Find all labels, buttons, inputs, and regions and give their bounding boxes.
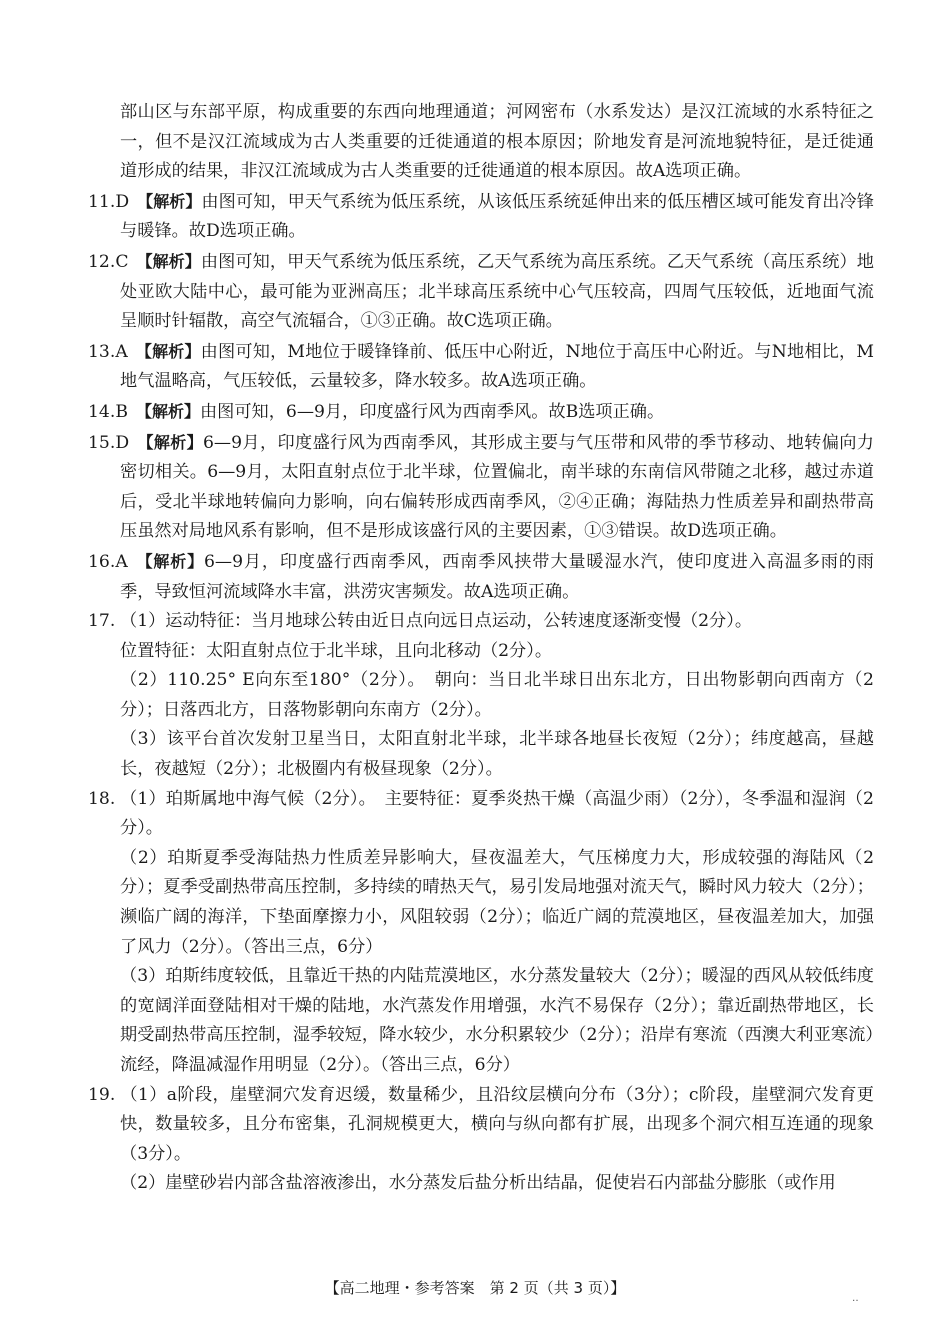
- answer-19-part2: （2）崖壁砂岩内部含盐溶液渗出，水分蒸发后盐分析出结晶，促使岩石内部盐分膨胀（或作用: [120, 1173, 836, 1194]
- answer-17-part2: （2）110.25° E向东至180°（2分）。 朝向：当日北半球日出东北方，日出物影朝向西南方（2分）；日落西北方，日落物影朝向东南方（2分）。: [120, 670, 874, 720]
- answer-18-part1: [88, 785, 874, 844]
- answer-text: 由图可知，6—9月，印度盛行风为西南季风。故B选项正确。: [199, 401, 665, 422]
- answer-text: 由图可知，甲天气系统为低压系统，从该低压系统延伸出来的低压槽区域可能发育出冷锋与暖锋。故D选项正确。: [120, 191, 874, 242]
- answer-text: 由图可知，甲天气系统为低压系统，乙天气系统为高压系统。乙天气系统（高压系统）地处亚欧大陆中心，最可能为亚洲高压；北半球高压系统中心气压较高，四周气压较低，近地面气流呈顺时针辐散，高空气流辐合，①③正确。故C选项正确。: [120, 251, 874, 332]
- question-number: 14.B: [88, 401, 128, 422]
- answer-16: [88, 547, 874, 607]
- answer-text: 6—9月，印度盛行西南季风，西南季风挟带大量暖湿水汽，使印度进入高温多雨的雨季，导致恒河流域降水丰富，洪涝灾害频发。故A选项正确。: [120, 551, 874, 602]
- analysis-tag: 【解析】: [136, 251, 201, 271]
- analysis-tag: 【解析】: [135, 341, 201, 361]
- question-number: 19.: [88, 1084, 116, 1105]
- question-number: 12.C: [88, 251, 129, 272]
- q10-continuation: 部山区与东部平原，构成重要的东西向地理通道；河网密布（水系发达）是汉江流域的水系特征之一，但不是汉江流域成为古人类重要的迁徙通道的根本原因；阶地发育是河流地貌特征，是迁徙通道形成的结果，非汉江流域成为古人类重要的迁徙通道的根本原因。故A选项正确。: [120, 102, 874, 182]
- answer-content: [88, 98, 874, 1199]
- answer-text: （1）运动特征：当月地球公转由近日点向远日点运动，公转速度逐渐变慢（2分）。: [120, 611, 753, 632]
- answer-17-part3: （3）该平台首次发射卫星当日，太阳直射北半球，北半球各地昼长夜短（2分）；纬度越高，昼越长，夜越短（2分）；北极圈内有极昼现象（2分）。: [120, 729, 874, 780]
- answer-15: [88, 428, 874, 547]
- answer-17-position: 位置特征：太阳直射点位于北半球，且向北移动（2分）。: [120, 640, 553, 661]
- answer-19-part1: [88, 1081, 874, 1170]
- question-number: 16.A: [88, 551, 128, 572]
- question-number: 17.: [88, 611, 116, 632]
- analysis-tag: 【解析】: [137, 432, 203, 452]
- answer-18-part2: （2）珀斯夏季受海陆热力性质差异影响大，昼夜温差大，气压梯度力大，形成较强的海陆风（2分）；夏季受副热带高压控制，多持续的晴热天气，易引发局地强对流天气，瞬时风力较大（2分）；濒临广阔的海洋，下垫面摩擦力小，风阻较弱（2分）；临近广阔的荒漠地区，昼夜温差加大，加强了风力（2分）。（答出三点，6分）: [120, 847, 874, 957]
- question-number: 11.D: [88, 191, 130, 212]
- question-number: 18.: [88, 788, 116, 809]
- answer-text: 6—9月，印度盛行风为西南季风，其形成主要与气压带和风带的季节移动、地转偏向力密切相关。6—9月，太阳直射点位于北半球，位置偏北，南半球的东南信风带随之北移，越过赤道后，受北半球地转偏向力影响，向右偏转形成西南季风，②④正确；海陆热力性质差异和副热带高压虽然对局地风系有影响，但不是形成该盛行风的主要因素，①③错误。故D选项正确。: [120, 432, 874, 542]
- answer-11: [88, 187, 874, 247]
- question-number: 13.A: [88, 341, 128, 362]
- analysis-tag: 【解析】: [135, 551, 204, 571]
- answer-14: [88, 397, 874, 428]
- answer-text: 由图可知，M地位于暖锋锋前、低压中心附近，N地位于高压中心附近。与N地相比，M地气温略高，气压较低，云量较多，降水较多。故A选项正确。: [120, 341, 874, 392]
- answer-13: [88, 337, 874, 397]
- answer-text: （1）珀斯属地中海气候（2分）。 主要特征：夏季炎热干燥（高温少雨）（2分），冬季温和湿润（2分）。: [120, 788, 874, 839]
- answer-text: （1）a阶段，崖壁洞穴发育迟缓，数量稀少，且沿纹层横向分布（3分）；c阶段，崖壁洞穴发育更快，数量较多，且分布密集，孔洞规模更大，横向与纵向都有扩展，出现多个洞穴相互连通的现象（3分）。: [120, 1084, 874, 1164]
- question-number: 15.D: [88, 432, 130, 453]
- analysis-tag: 【解析】: [137, 191, 202, 211]
- answer-12: [88, 247, 874, 337]
- answer-18-part3: （3）珀斯纬度较低，且靠近干热的内陆荒漠地区，水分蒸发量较大（2分）；暖湿的西风从较低纬度的宽阔洋面登陆相对干燥的陆地，水汽蒸发作用增强，水汽不易保存（2分）；靠近副热带地区，长期受副热带高压控制，湿季较短，降水较少，水分积累较少（2分）；沿岸有寒流（西澳大利亚寒流）流经，降温减湿作用明显（2分）。（答出三点，6分）: [120, 966, 874, 1075]
- page-footer: 【高二地理・参考答案 第 2 页（共 3 页）】: [324, 1279, 626, 1297]
- corner-mark: ‥: [852, 1293, 859, 1304]
- analysis-tag: 【解析】: [135, 401, 200, 421]
- answer-17-part1: [88, 607, 874, 637]
